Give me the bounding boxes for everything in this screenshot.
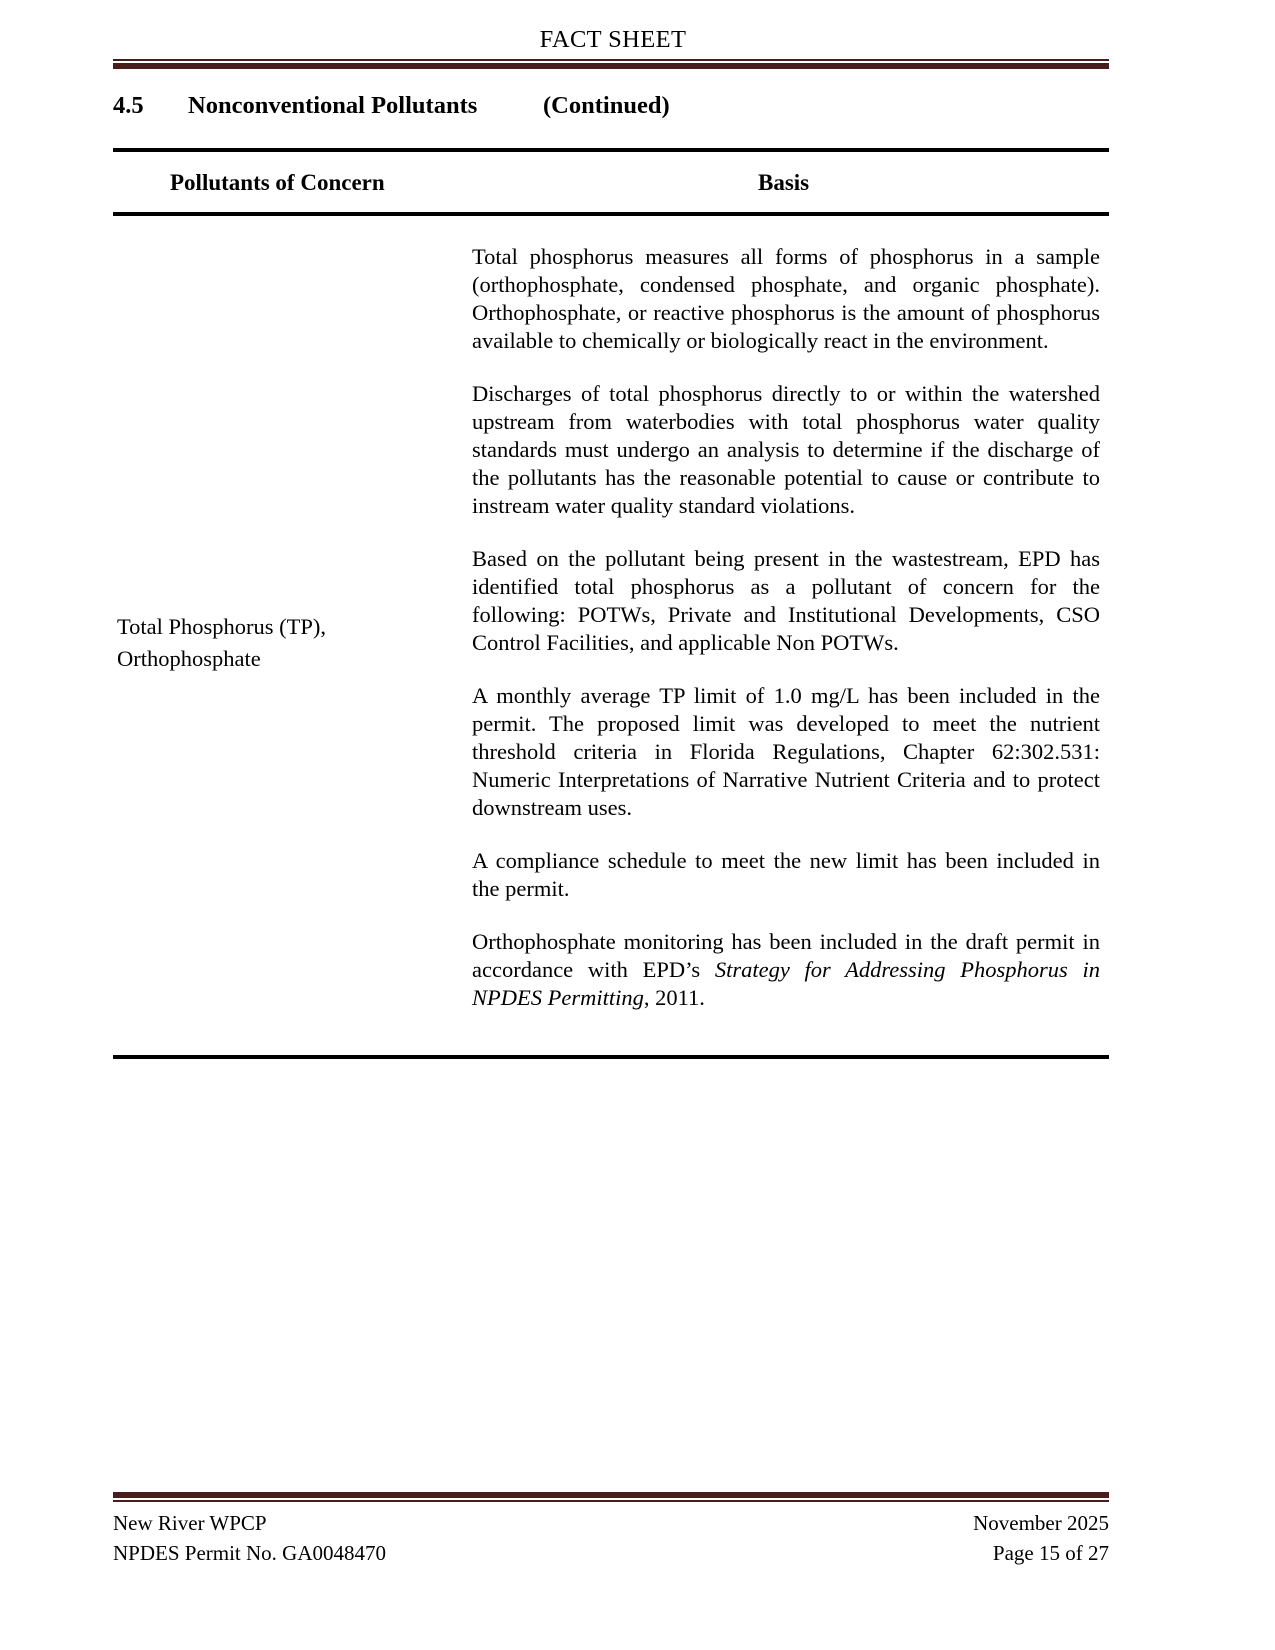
footer-page-number: Page 15 of 27 — [992, 1541, 1109, 1566]
table-header-rule — [113, 212, 1109, 216]
pollutant-name-line-2: Orthophosphate — [117, 645, 261, 671]
basis-paragraph-4: A monthly average TP limit of 1.0 mg/L has been included in the permit. The proposed limit was developed to meet the nutrient threshold criteria in Florida Regulations, Chapter 62:302.531: Numeric Interpretations of Narrative Nutrient Criteria and to protect downstream uses. — [472, 683, 1100, 820]
basis-paragraph-6 — [472, 928, 1100, 1012]
table-cell-basis — [472, 243, 1100, 1012]
header-rule-thick — [113, 63, 1109, 69]
table-header-pollutants-of-concern: Pollutants of Concern — [170, 170, 385, 195]
basis-paragraph-1: Total phosphorus measures all forms of phosphorus in a sample (orthophosphate, condensed phosphate, and organic phosphate). Orthophosphate, or reactive phosphorus is the amount of phosphorus available to chemically or biologically react in the environment. — [472, 244, 1100, 353]
footer-facility-name: New River WPCP — [113, 1511, 267, 1535]
header-rule — [113, 59, 1109, 69]
section-heading — [113, 93, 1109, 120]
footer-date: November 2025 — [973, 1511, 1109, 1535]
basis-paragraph-6-italic-title: Strategy for Addressing Phosphorus in NPDES Permitting — [472, 957, 1100, 1010]
footer-row-top — [113, 1508, 1109, 1538]
section-continued-label: (Continued) — [543, 92, 670, 119]
running-head: FACT SHEET — [539, 26, 687, 53]
table-top-rule — [113, 148, 1109, 152]
pollutant-name-line-1: Total Phosphorus (TP), — [117, 614, 327, 639]
footer-row-bottom — [113, 1538, 1109, 1568]
section-title: Nonconventional Pollutants — [188, 92, 478, 119]
table-header-basis: Basis — [758, 170, 810, 195]
footer-rule — [113, 1492, 1109, 1502]
basis-paragraph-6-trail: , 2011. — [643, 985, 705, 1010]
table-bottom-rule — [113, 1055, 1109, 1059]
basis-paragraph-5: A compliance schedule to meet the new limit has been included in the permit. — [472, 848, 1100, 901]
page-footer — [113, 1508, 1109, 1569]
basis-paragraph-3: Based on the pollutant being present in the wastestream, EPD has identified total phosphorus as a pollutant of concern for the following: POTWs, Private and Institutional Developments, CSO Control Facilities, and applicable Non POTWs. — [472, 546, 1100, 655]
basis-paragraph-2: Discharges of total phosphorus directly to or within the watershed upstream from waterbodies with total phosphorus water quality standards must undergo an analysis to determine if the discharge of the pollutants has the reasonable potential to cause or contribute to instream water quality standard violations. — [472, 381, 1100, 518]
table-cell-pollutant-name — [117, 611, 447, 675]
footer-rule-thin — [113, 1500, 1109, 1502]
footer-permit-number: NPDES Permit No. GA0048470 — [113, 1541, 387, 1566]
basis-paragraph-6-lead: Orthophosphate monitoring has been included in the draft permit in accordance with EPD’s — [472, 929, 1100, 982]
section-number: 4.5 — [113, 92, 144, 119]
